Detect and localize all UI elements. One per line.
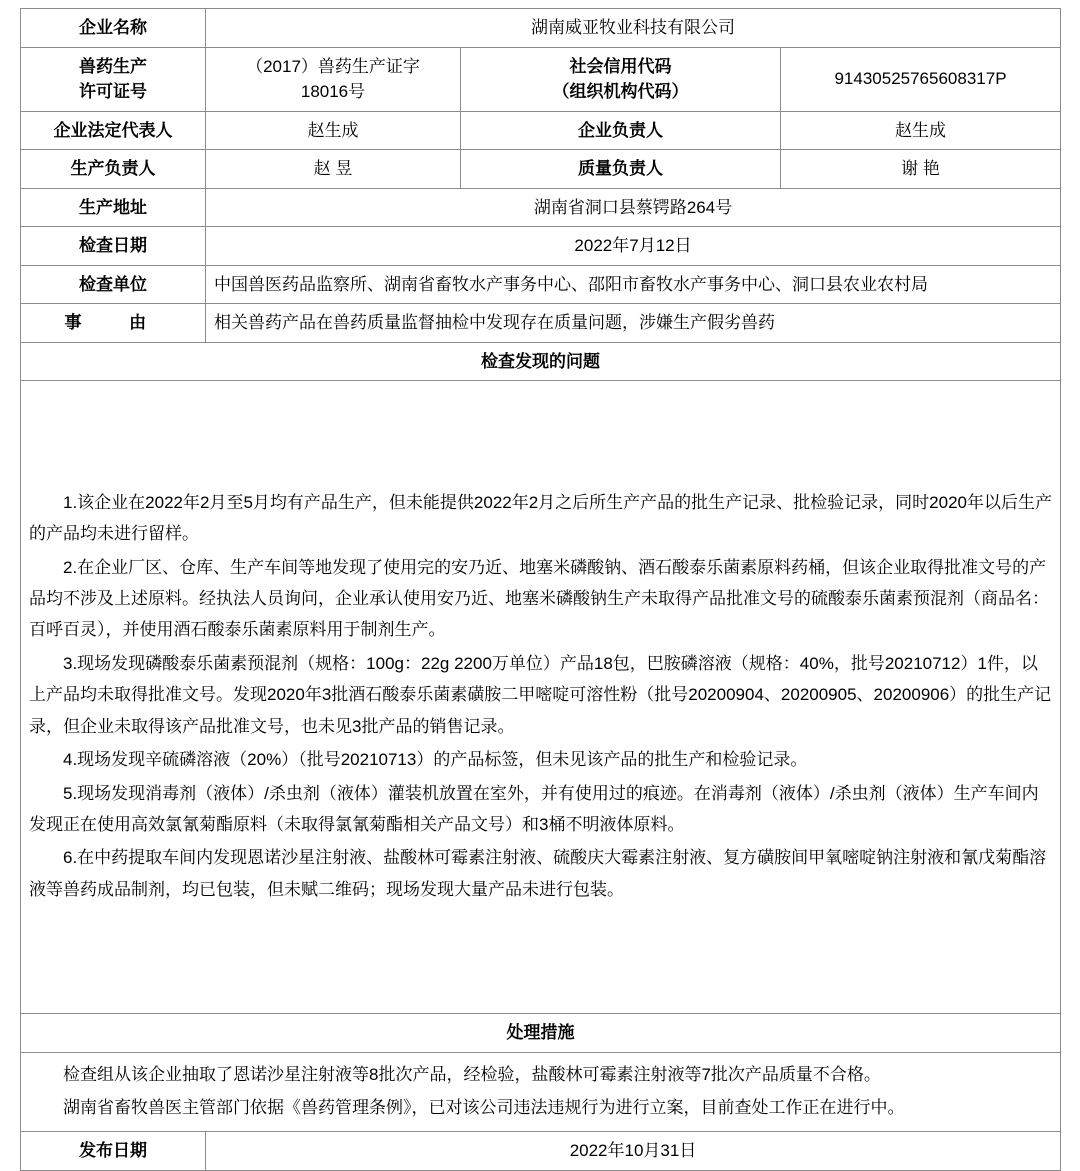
inspection-unit-value: 中国兽医药品监察所、湖南省畜牧水产事务中心、邵阳市畜牧水产事务中心、洞口县农业农村局 xyxy=(206,265,1061,304)
table-row-publish-date xyxy=(21,1132,1061,1171)
findings-paragraph: 2.在企业厂区、仓库、生产车间等地发现了使用完的安乃近、地塞米磷酸钠、酒石酸泰乐菌素原料药桶，但该企业取得批准文号的产品均不涉及上述原料。经执法人员询问，企业承认使用安乃近、地塞米磷酸钠生产未取得产品批准文号的硫酸泰乐菌素预混剂（商品名：百呼百灵），并使用酒石酸泰乐菌素原料用于制剂生产。 xyxy=(29,557,1049,640)
table-row-inspection-unit xyxy=(21,265,1061,304)
measures-body xyxy=(21,1052,1061,1132)
legal-representative-value: 赵生成 xyxy=(206,111,461,150)
table-row-company-name xyxy=(21,9,1061,48)
inspection-date-label: 检查日期 xyxy=(21,227,206,266)
address-value: 湖南省洞口县蔡锷路264号 xyxy=(206,188,1061,227)
findings-body xyxy=(21,381,1061,1014)
license-number-value-line1: （2017）兽药生产证字 xyxy=(246,56,420,76)
license-number-value xyxy=(206,47,461,111)
findings-section-header: 检查发现的问题 xyxy=(21,342,1061,381)
company-head-label: 企业负责人 xyxy=(461,111,781,150)
company-head-value: 赵生成 xyxy=(781,111,1061,150)
findings-paragraph: 1.该企业在2022年2月至5月均有产品生产，但未能提供2022年2月之后所生产产品的批生产记录、批检验记录，同时2020年以后生产的产品均未进行留样。 xyxy=(29,492,1052,544)
credit-code-label xyxy=(461,47,781,111)
measures-paragraph: 检查组从该企业抽取了恩诺沙星注射液等8批次产品，经检验，盐酸林可霉素注射液等7批次产品质量不合格。 xyxy=(63,1064,881,1084)
findings-paragraph: 3.现场发现磷酸泰乐菌素预混剂（规格：100g：22g 2200万单位）产品18包，巴胺磷溶液（规格：40%，批号20210712）1件，以上产品均未取得批准文号。发现2020年3批酒石酸泰乐菌素磺胺二甲嘧啶可溶性粉（批号20200904、20200905、20200906）的批生产记录，但企业未取得该产品批准文号，也未见3批产品的销售记录。 xyxy=(29,653,1052,736)
table-row-measures-body xyxy=(21,1052,1061,1132)
credit-code-label-line2: （组织机构代码） xyxy=(552,82,689,101)
license-number-value-line2: 18016号 xyxy=(300,82,366,101)
production-head-value: 赵 昱 xyxy=(206,150,461,189)
measures-section-header: 处理措施 xyxy=(21,1014,1061,1053)
findings-paragraph: 5.现场发现消毒剂（液体）/杀虫剂（液体）灌装机放置在室外，并有使用过的痕迹。在消毒剂（液体）/杀虫剂（液体）生产车间内发现正在使用高效氯氰菊酯原料（未取得氯氰菊酯相关产品文号）和3桶不明液体原料。 xyxy=(29,783,1039,835)
findings-paragraph: 6.在中药提取车间内发现恩诺沙星注射液、盐酸林可霉素注射液、硫酸庆大霉素注射液、复方磺胺间甲氧嘧啶钠注射液和氰戊菊酯溶液等兽药成品制剂，均已包装，但未赋二维码；现场发现大量产品未进行包装。 xyxy=(29,848,1047,899)
table-row-inspection-date xyxy=(21,227,1061,266)
inspection-unit-label: 检查单位 xyxy=(21,265,206,304)
credit-code-value: 91430525765608317P xyxy=(781,47,1061,111)
table-row-findings-body xyxy=(21,381,1061,1014)
company-name-label: 企业名称 xyxy=(21,9,206,48)
address-label: 生产地址 xyxy=(21,188,206,227)
table-row-measures-header xyxy=(21,1014,1061,1053)
license-number-label-line1: 兽药生产 xyxy=(79,56,147,76)
inspection-date-value: 2022年7月12日 xyxy=(206,227,1061,266)
quality-head-value: 谢 艳 xyxy=(781,150,1061,189)
measures-paragraph: 湖南省畜牧兽医主管部门依据《兽药管理条例》，已对该公司违法违规行为进行立案，目前查处工作正在进行中。 xyxy=(63,1097,905,1117)
reason-value: 相关兽药产品在兽药质量监督抽检中发现存在质量问题，涉嫌生产假劣兽药 xyxy=(206,304,1061,343)
reason-label: 事 由 xyxy=(21,304,206,343)
license-number-label-line2: 许可证号 xyxy=(79,82,147,101)
quality-head-label: 质量负责人 xyxy=(461,150,781,189)
company-name-value: 湖南威亚牧业科技有限公司 xyxy=(206,9,1061,48)
inspection-report-document xyxy=(20,0,1060,1171)
table-row-license xyxy=(21,47,1061,111)
table-row-legal-representative xyxy=(21,111,1061,150)
table-row-findings-header xyxy=(21,342,1061,381)
inspection-report-table xyxy=(20,8,1061,1171)
publish-date-value: 2022年10月31日 xyxy=(206,1132,1061,1171)
license-number-label xyxy=(21,47,206,111)
credit-code-label-line1: 社会信用代码 xyxy=(569,56,672,76)
findings-paragraph: 4.现场发现辛硫磷溶液（20%）（批号20210713）的产品标签，但未见该产品的批生产和检验记录。 xyxy=(63,750,808,770)
production-head-label: 生产负责人 xyxy=(21,150,206,189)
table-row-address xyxy=(21,188,1061,227)
legal-representative-label: 企业法定代表人 xyxy=(21,111,206,150)
publish-date-label: 发布日期 xyxy=(21,1132,206,1171)
table-row-reason xyxy=(21,304,1061,343)
table-row-production-head xyxy=(21,150,1061,189)
